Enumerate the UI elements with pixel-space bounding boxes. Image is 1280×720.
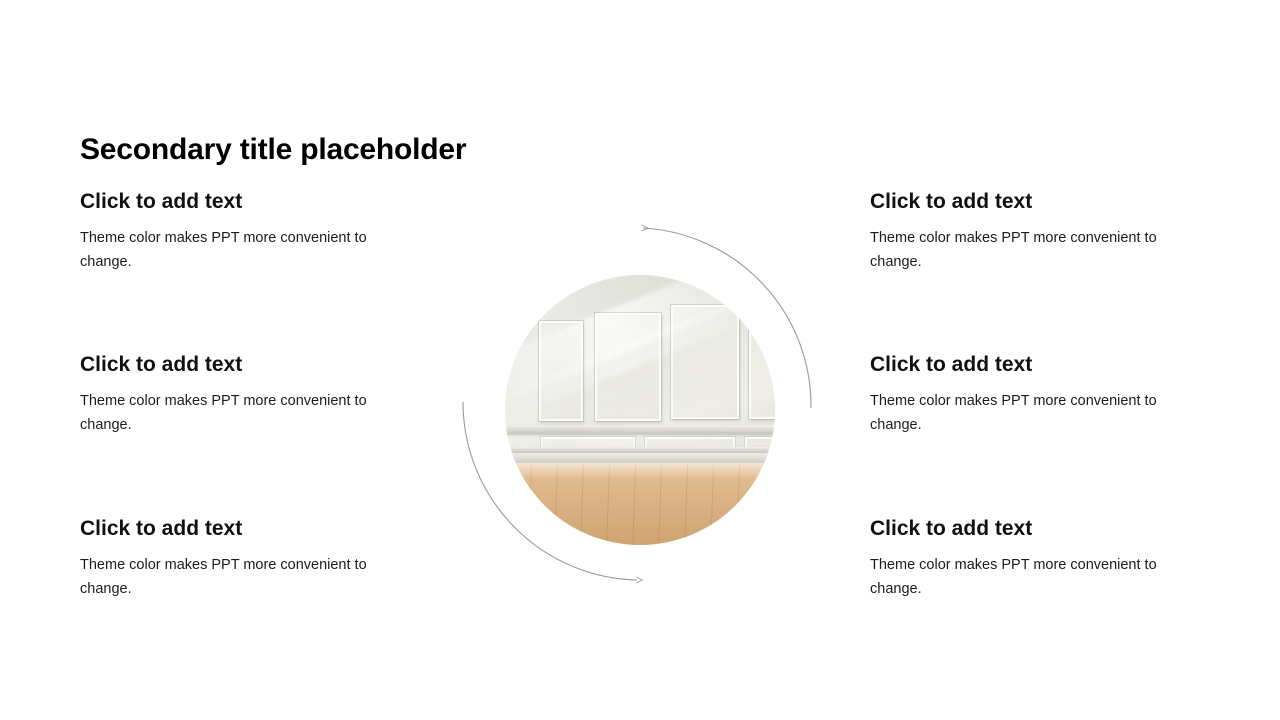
item-body[interactable]: Theme color makes PPT more convenient to change.	[870, 557, 1157, 597]
text-block-right-3[interactable]	[870, 515, 1200, 601]
item-body[interactable]: Theme color makes PPT more convenient to change.	[80, 557, 367, 597]
page-title[interactable]: Secondary title placeholder	[80, 133, 467, 166]
text-block-left-3[interactable]	[80, 515, 410, 601]
interior-photo	[505, 275, 775, 545]
text-block-right-2[interactable]	[870, 351, 1200, 437]
center-graphic	[455, 210, 835, 600]
item-body[interactable]: Theme color makes PPT more convenient to change.	[80, 230, 367, 270]
item-body[interactable]: Theme color makes PPT more convenient to change.	[80, 393, 367, 433]
item-body[interactable]: Theme color makes PPT more convenient to change.	[870, 393, 1157, 433]
text-block-right-1[interactable]	[870, 188, 1200, 274]
wall-rail	[505, 425, 775, 434]
item-heading[interactable]: Click to add text	[80, 190, 243, 213]
item-heading[interactable]: Click to add text	[870, 190, 1033, 213]
item-heading[interactable]: Click to add text	[870, 517, 1033, 540]
item-heading[interactable]: Click to add text	[870, 353, 1033, 376]
item-heading[interactable]: Click to add text	[80, 353, 243, 376]
wooden-floor	[505, 463, 775, 545]
baseboard	[505, 453, 775, 463]
wall-panel	[595, 313, 661, 421]
item-body[interactable]: Theme color makes PPT more convenient to change.	[870, 230, 1157, 270]
wall-panel	[539, 321, 583, 421]
floor-highlight	[505, 463, 775, 479]
center-image[interactable]	[505, 275, 775, 545]
wall-panel	[671, 305, 739, 419]
item-heading[interactable]: Click to add text	[80, 517, 243, 540]
text-block-left-2[interactable]	[80, 351, 410, 437]
wall-panel	[749, 299, 775, 419]
text-block-left-1[interactable]	[80, 188, 410, 274]
